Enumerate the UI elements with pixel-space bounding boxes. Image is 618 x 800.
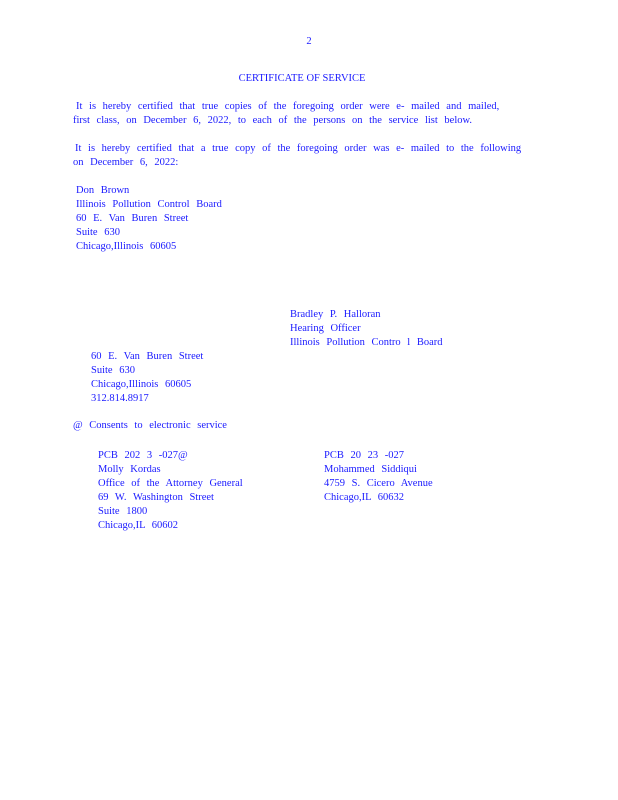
signer-organization: Illinois Pollution Contro l Board [290,337,443,348]
address-line: Don Brown [76,185,130,196]
signature-block [290,308,443,350]
address-line: 4759 S. Cicero Avenue [324,478,433,489]
signer-address-block [91,350,203,406]
address-line: 69 W. Washington Street [98,492,214,503]
address-block-board [76,184,222,254]
page-title: CERTIFICATE OF SERVICE [238,73,366,84]
address-line: Illinois Pollution Control Board [76,199,222,210]
address-line: 60 E. Van Buren Street [91,351,204,362]
address-line: Suite 630 [76,227,120,238]
address-line: Office of the Attorney General [98,478,243,489]
case-number: PCB 202 3 -027@ [98,450,188,461]
paragraph-1-line-2: first class, on December 6, 2022, to each of the persons on the service list below. [73,115,473,126]
signer-name: Bradley P. Halloran [290,309,381,320]
address-line: Chicago,Illinois 60605 [76,241,177,252]
address-line: Chicago,IL 60602 [98,520,179,531]
address-line: Chicago,IL 60632 [324,492,405,503]
address-line: Suite 630 [91,365,135,376]
page-number: 2 [306,36,312,47]
paragraph-2-line-1: It is hereby certified that a true copy of the foregoing order was e- mailed to the following [75,143,522,154]
case-number: PCB 20 23 -027 [324,450,404,461]
paragraph-1-line-1: It is hereby certified that true copies of the foregoing order were e- mailed and mailed, [76,101,500,112]
address-line: 60 E. Van Buren Street [76,213,189,224]
service-contact-right [324,449,433,505]
service-contact-left [98,449,243,533]
contact-name: Mohammed Siddiqui [324,464,417,475]
address-line: Suite 1800 [98,506,148,517]
consents-note: @ Consents to electronic service [73,420,227,431]
address-line: Chicago,Illinois 60605 [91,379,192,390]
contact-name: Molly Kordas [98,464,161,475]
signer-title: Hearing Officer [290,323,361,334]
paragraph-2-line-2: on December 6, 2022: [73,157,179,168]
phone-number: 312.814.8917 [91,393,149,404]
